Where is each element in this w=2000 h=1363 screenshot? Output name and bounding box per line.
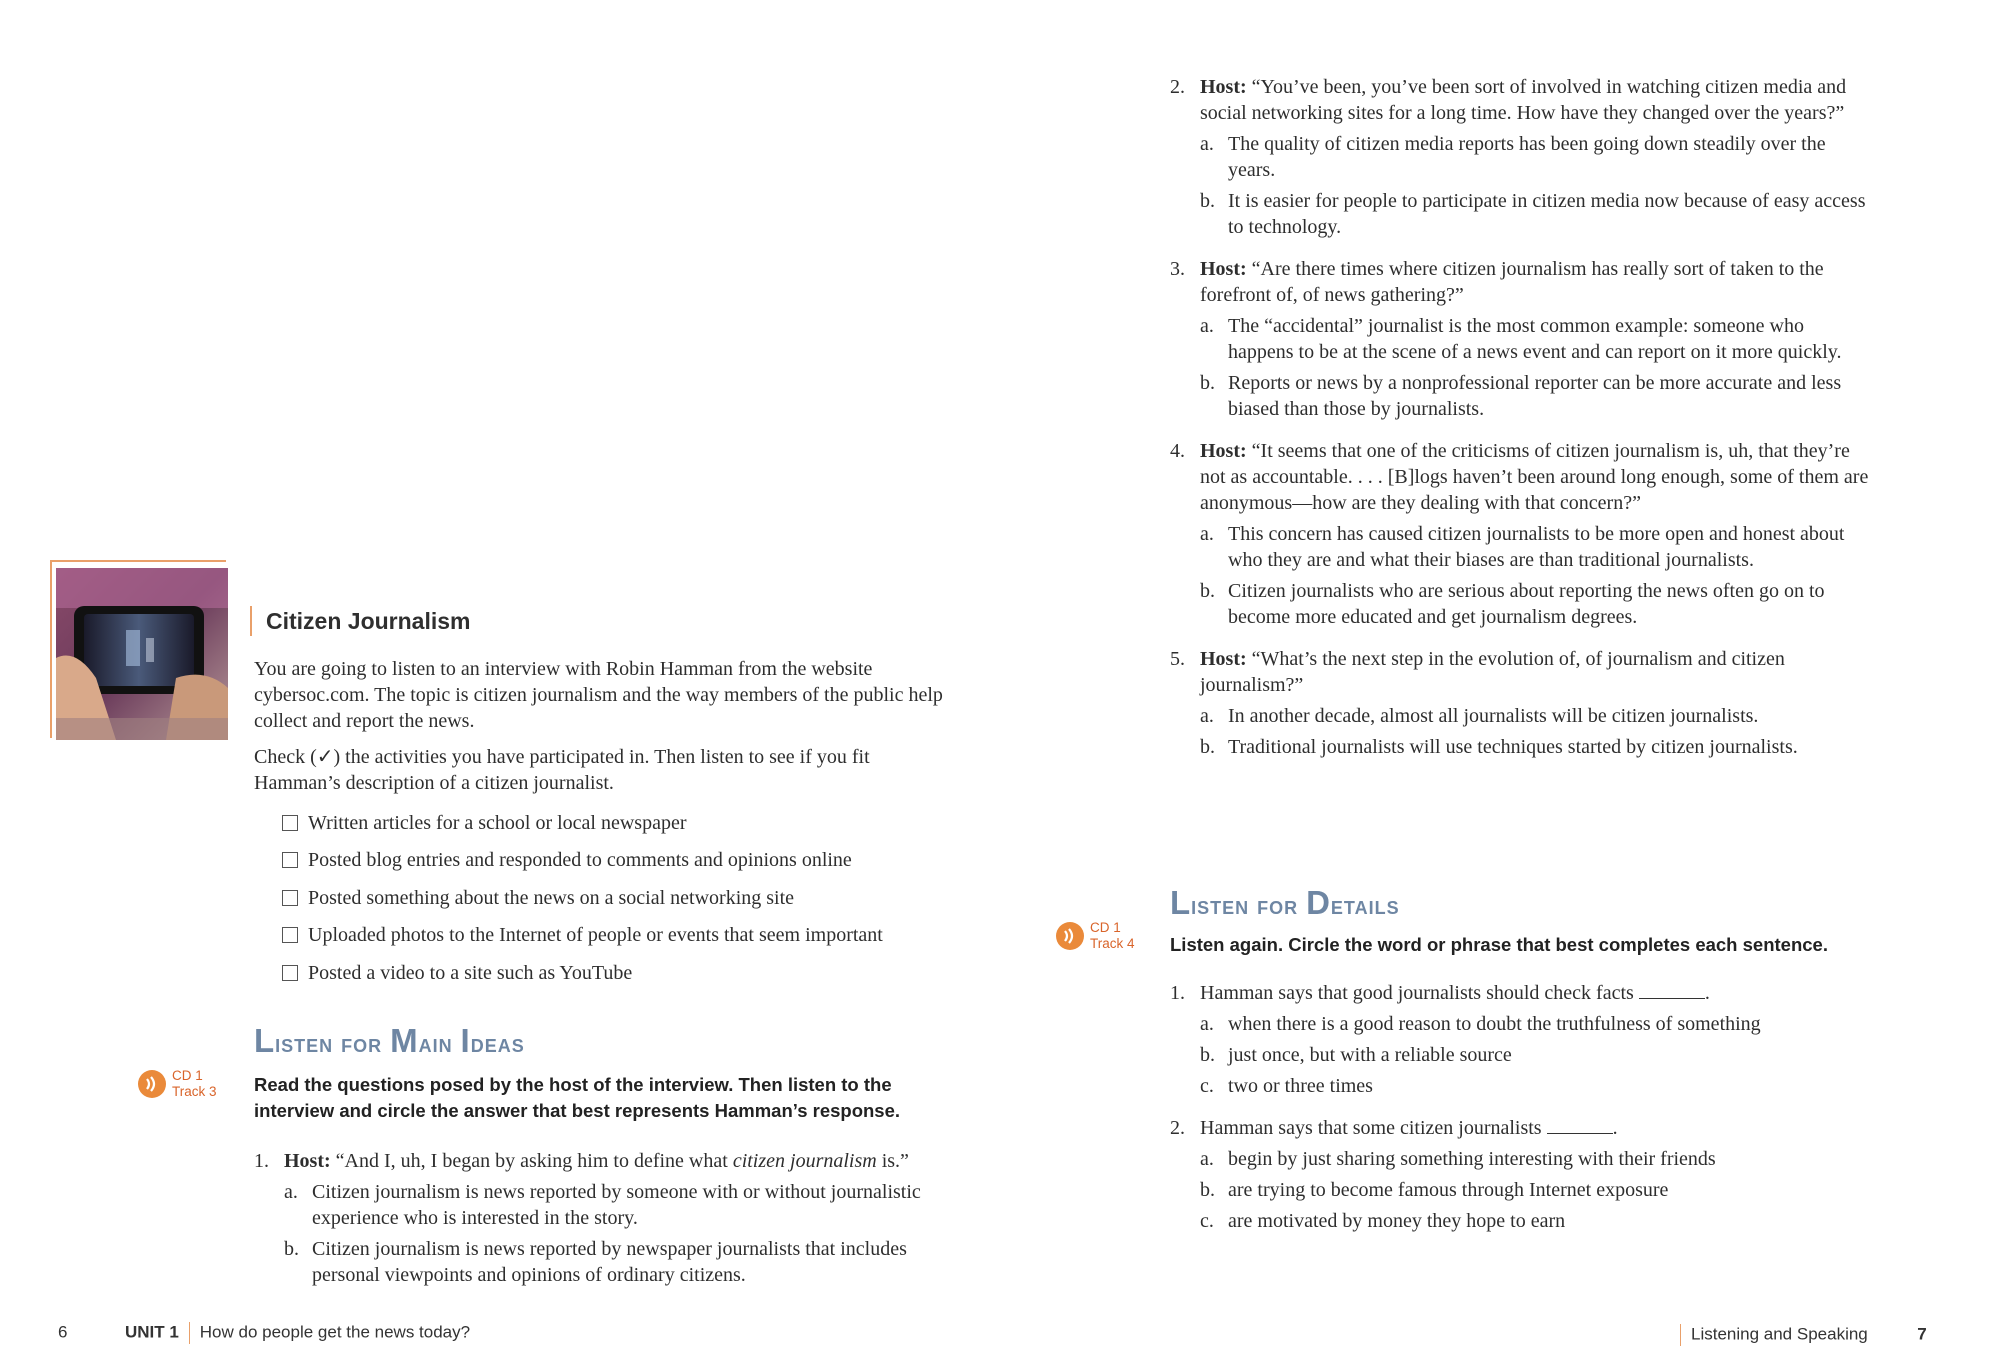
question-4: 4. Host: “It seems that one of the criticisms of citizen journalism is, uh, that they’re not as accountable. . . . [B]logs haven’t been around long enough, some of them are anonymous—how are they dealing with that concern?” a. This concern has caused citizen journalists to be more open and honest about who they are and what their biases are than traditional journalists. b. Citizen journalists who are serious about reporting the news often go on to become more educated and get journalism degrees. [1170, 440, 1869, 628]
checkbox[interactable] [282, 927, 298, 943]
unit-label: UNIT 1 [124, 1322, 179, 1342]
answer-blank [1547, 1115, 1613, 1134]
section-label: Listening and Speaking [1691, 1324, 1868, 1344]
section-title: Citizen Journalism [250, 606, 470, 636]
answer-option[interactable]: b. Reports or news by a nonprofessional reporter can be more accurate and less biased than those by journalists. [1200, 372, 1842, 420]
activity-checklist [282, 804, 982, 992]
answer-option[interactable]: b. are trying to become famous through Internet exposure [1200, 1179, 1669, 1201]
listen-details-heading: Listen for Details [1170, 884, 1400, 921]
checkbox[interactable] [282, 890, 298, 906]
answer-option[interactable]: b. Citizen journalism is news reported by newspaper journalists that includes personal viewpoints and opinions of ordinary citizens. [284, 1238, 907, 1286]
answer-option[interactable]: b. Citizen journalists who are serious about reporting the news often go on to become more educated and get journalism degrees. [1200, 580, 1825, 628]
cd-track-3[interactable]: CD 1 Track 3 [138, 1068, 217, 1100]
checkbox[interactable] [282, 852, 298, 868]
footer-left [58, 1322, 470, 1344]
question-2: 2. Host: “You’ve been, you’ve been sort of involved in watching citizen media and social networking sites for a long time. How have they changed over the years?” a. The quality of citizen media reports has been going down steadily over the years. b. It is easier for people to participate in citizen media now because of easy access to technology. [1170, 74, 1870, 240]
smartphone-photo [56, 568, 228, 740]
footer-right [1680, 1324, 1927, 1346]
answer-option[interactable]: a. The “accidental” journalist is the most common example: someone who happens to be at the scene of a news event and can report on it more quickly. [1200, 315, 1842, 363]
checklist-item[interactable]: Written articles for a school or local newspaper [282, 804, 982, 842]
answer-option[interactable]: a. In another decade, almost all journalists will be citizen journalists. [1200, 705, 1759, 727]
answer-blank [1639, 980, 1705, 999]
unit-title: How do people get the news today? [199, 1322, 471, 1342]
intro-paragraph: You are going to listen to an interview with Robin Hamman from the website cybersoc.com. The topic is citizen journalism and the way members of the public help collect and report the news. [254, 658, 943, 732]
cd-track-4[interactable]: CD 1 Track 4 [1056, 920, 1135, 952]
question-3: 3. Host: “Are there times where citizen journalism has really sort of taken to the forefront of, of news gathering?” a. The “accidental” journalist is the most common example: someone who happens to be at the scene of a news event and can report on it more quickly. b. Reports or news by a nonprofessional reporter can be more accurate and less biased than those by journalists. [1170, 256, 1870, 422]
right-questions [1170, 74, 1870, 776]
checkbox[interactable] [282, 965, 298, 981]
detail-items [1170, 980, 1890, 1250]
question-1: 1. Host: “And I, uh, I began by asking him to define what citizen journalism is.” a. Citizen journalism is news reported by someone with or without journalistic experience who is interested in the story. b. Citizen journalism is news reported by newspaper journalists that includes personal viewpoints and opinions of ordinary citizens. [254, 1148, 954, 1288]
checklist-item[interactable]: Posted a video to a site such as YouTube [282, 954, 982, 992]
answer-option[interactable]: a. This concern has caused citizen journalists to be more open and honest about who they are and what their biases are than traditional journalists. [1200, 523, 1845, 571]
answer-option[interactable]: a. Citizen journalism is news reported by someone with or without journalistic experience who is interested in the story. [284, 1181, 921, 1229]
detail-item-1: 1. Hamman says that good journalists should check facts . a. when there is a good reason to doubt the truthfulness of something b. just once, but with a reliable source c. two or three times [1170, 980, 1890, 1099]
listen-main-ideas-heading: Listen for Main Ideas [254, 1022, 525, 1059]
answer-option[interactable]: b. just once, but with a reliable source [1200, 1044, 1512, 1066]
audio-icon[interactable] [1056, 922, 1084, 950]
details-instruction: Listen again. Circle the word or phrase that best completes each sentence. [1170, 934, 1828, 955]
answer-option[interactable]: a. The quality of citizen media reports has been going down steadily over the years. [1200, 133, 1826, 181]
page-number: 7 [1917, 1324, 1927, 1344]
checklist-item[interactable]: Posted blog entries and responded to comments and opinions online [282, 842, 982, 880]
page-number: 6 [58, 1322, 68, 1342]
checklist-item[interactable]: Posted something about the news on a social networking site [282, 879, 982, 917]
answer-option[interactable]: b. It is easier for people to participate in citizen media now because of easy access to technology. [1200, 190, 1866, 238]
checkbox[interactable] [282, 815, 298, 831]
answer-option[interactable]: b. Traditional journalists will use techniques started by citizen journalists. [1200, 736, 1798, 758]
answer-option[interactable]: c. are motivated by money they hope to earn [1200, 1210, 1566, 1232]
question-5: 5. Host: “What’s the next step in the evolution of, of journalism and citizen journalism?” a. In another decade, almost all journalists will be citizen journalists. b. Traditional journalists will use techniques started by citizen journalists. [1170, 646, 1870, 760]
check-instruction: Check (✓) the activities you have participated in. Then listen to see if you fit Hamman’s description of a citizen journalist. [254, 746, 870, 794]
answer-option[interactable]: a. begin by just sharing something interesting with their friends [1200, 1148, 1716, 1170]
checklist-item[interactable]: Uploaded photos to the Internet of people or events that seem important [282, 917, 982, 955]
detail-item-2: 2. Hamman says that some citizen journalists . a. begin by just sharing something interesting with their friends b. are trying to become famous through Internet exposure c. are motivated by money they hope to earn [1170, 1115, 1890, 1234]
main-ideas-instruction: Read the questions posed by the host of the interview. Then listen to the interview and circle the answer that best represents Hamman’s response. [254, 1074, 901, 1121]
answer-option[interactable]: c. two or three times [1200, 1075, 1373, 1097]
audio-icon[interactable] [138, 1070, 166, 1098]
answer-option[interactable]: a. when there is a good reason to doubt the truthfulness of something [1200, 1013, 1761, 1035]
